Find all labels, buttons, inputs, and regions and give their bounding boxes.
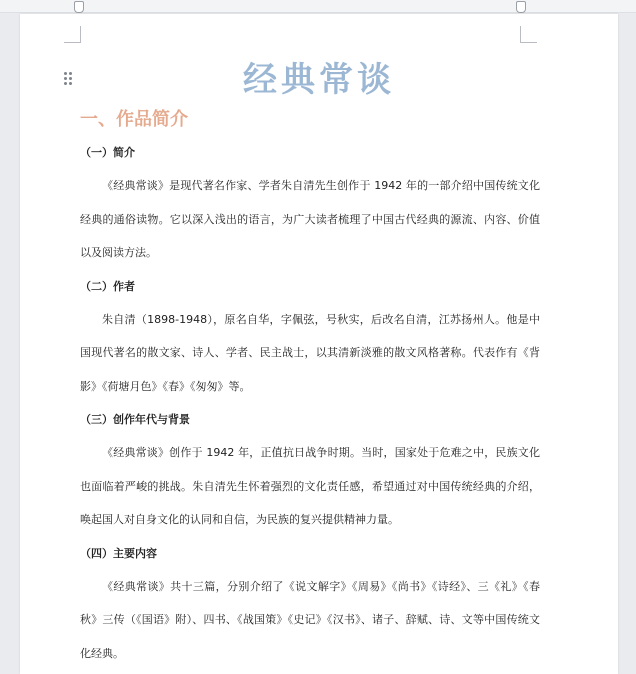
top-right-margin-corner bbox=[520, 26, 537, 43]
subheading-content: （四）主要内容 bbox=[80, 546, 157, 560]
right-indent-marker[interactable] bbox=[516, 1, 526, 13]
document-body bbox=[80, 106, 540, 670]
paragraph-author: 朱自清（1898-1948），原名自华，字佩弦，号秋实，后改名自清，江苏扬州人。他是中国现代著名的散文家、诗人、学者、民主战士，以其清新淡雅的散文风格著称。代表作有《背影》《荷塘月色》《春》《匆匆》等。 bbox=[80, 312, 540, 393]
horizontal-ruler bbox=[0, 0, 636, 13]
section-heading: 一、作品简介 bbox=[80, 109, 188, 130]
paragraph-background: 《经典常谈》创作于 1942 年，正值抗日战争时期。当时，国家处于危难之中，民族文化也面临着严峻的挑战。朱自清先生怀着强烈的文化责任感，希望通过对中国传统经典的介绍，唤起国人对自身文化的认同和自信，为民族的复兴提供精神力量。 bbox=[80, 446, 540, 526]
top-left-margin-corner bbox=[64, 26, 81, 43]
left-indent-marker[interactable] bbox=[74, 1, 84, 13]
document-title: 经典常谈 bbox=[243, 60, 395, 100]
subheading-background: （三）创作年代与背景 bbox=[80, 413, 190, 426]
subheading-intro: （一）简介 bbox=[80, 146, 135, 159]
document-page[interactable] bbox=[20, 14, 618, 674]
paragraph-intro: 《经典常谈》是现代著名作家、学者朱自清先生创作于 1942 年的一部介绍中国传统文化经典的通俗读物。它以深入浅出的语言，为广大读者梳理了中国古代经典的源流、内容、价值以及阅读方法。 bbox=[80, 179, 540, 259]
subheading-author: （二）作者 bbox=[80, 279, 135, 293]
paragraph-content: 《经典常谈》共十三篇，分别介绍了《说文解字》《周易》《尚书》《诗经》、三《礼》《春秋》三传（《国语》附）、四书、《战国策》《史记》《汉书》、诸子、辞赋、诗、文等中国传统文化经典。 bbox=[80, 579, 540, 660]
